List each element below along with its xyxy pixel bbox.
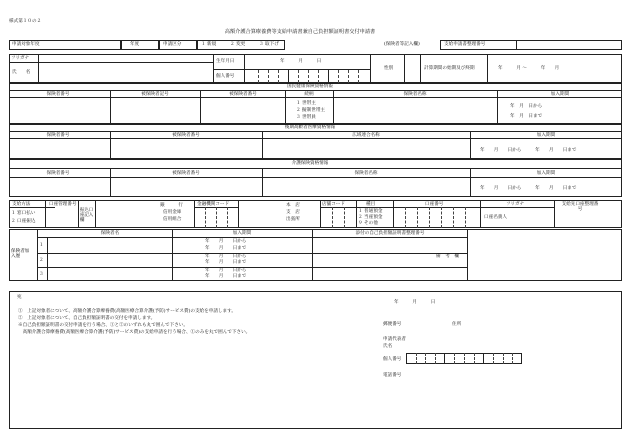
footer-line4: 高額介護合算療養費(高額医療合算介護(予防)サービス費)の支給申請を行う場合、①のみを丸で囲んで下さい。: [18, 330, 251, 335]
kaigo-range[interactable]: 年 月 日から 年 月 日まで: [480, 186, 577, 191]
kokuho-col-5: 保険者名称: [403, 92, 427, 97]
insured-r3-to[interactable]: 年 月 日まで: [205, 274, 247, 279]
koki-col-3: 広域連合名称: [352, 133, 380, 138]
footer-date[interactable]: 年 月 日: [394, 300, 436, 305]
nendo-label: 年度: [130, 42, 140, 47]
insured-r1-to[interactable]: 年 月 日まで: [205, 246, 247, 251]
kokuho-to[interactable]: 年 月 日まで: [510, 114, 543, 119]
insured-col-2: 加入期間: [232, 231, 252, 236]
koki-col-4: 加入期間: [536, 133, 556, 138]
kubun-label: 申請区分: [163, 42, 182, 47]
kaigo-header: 介護保険資格情報: [291, 161, 329, 166]
pay-kanri: 口座管理番号: [49, 202, 77, 207]
pay-shiten: 支 店: [286, 210, 300, 215]
insured-r2-to[interactable]: 年 月 日まで: [205, 260, 247, 265]
kokuho-from[interactable]: 年 月 日から: [510, 104, 543, 109]
kokuho-col-3: 被保険者番号: [229, 92, 257, 97]
koki-col-2: 被保険者番号: [172, 133, 200, 138]
insured-col-3: 添付の自己負担額証明書整理番号: [355, 231, 425, 236]
birth-label: 生年月日: [216, 59, 235, 64]
pay-s3[interactable]: ９ その他: [358, 221, 378, 226]
kaigo-col-1: 保険者番号: [46, 171, 70, 176]
kokuho-rel-2[interactable]: ２ 擬制世帯主: [296, 108, 326, 113]
pay-shutchojo: 出張所: [286, 217, 300, 222]
kokuho-rel-1[interactable]: １ 世帯主: [296, 101, 316, 106]
kokuho-col-6: 加入期間: [550, 92, 570, 97]
kokuho-col-1: 保険者番号: [46, 92, 70, 97]
furigana-label: フリガナ: [11, 56, 30, 61]
applicant-label: 申請代表者: [383, 337, 406, 342]
koki-range[interactable]: 年 月 日から 年 月 日まで: [480, 148, 577, 153]
insured-r1-from[interactable]: 年 月 日から: [205, 239, 247, 244]
pay-shumoku: 種目: [366, 202, 376, 207]
insured-r2-from[interactable]: 年 月 日から: [205, 254, 247, 259]
pay-shinkin: 信用金庫: [163, 210, 182, 215]
insured-side-label: 保険者加入歴: [11, 249, 30, 259]
pay-kikan-code: 金融機関コード: [197, 202, 230, 207]
postal-label: 郵便番号: [383, 322, 402, 327]
kojin-label: 個人番号: [216, 74, 235, 79]
kokuho-col-2: 被保険者記号: [141, 92, 169, 97]
kokuho-header: 国民健康保険資格情報: [287, 84, 333, 89]
pay-bank: 銀 行: [160, 203, 183, 208]
kokuho-rel-3[interactable]: ３ 世帯員: [296, 115, 316, 120]
pay-honten: 本 店: [286, 203, 300, 208]
sex-label: 性別: [384, 66, 394, 71]
pay-furigana: フリガナ: [506, 202, 525, 207]
footer-kojin-label: 個人番号: [383, 357, 402, 362]
birth-value[interactable]: 年 月 日: [280, 59, 322, 64]
koki-col-1: 保険者番号: [46, 133, 70, 138]
biko-label: 備 考 欄: [436, 254, 459, 259]
form-number: 様式第１０の２: [9, 19, 42, 24]
pay-furikomi: 振込口座記入欄: [80, 208, 94, 223]
footer-line2: ② 上記対象者について、自己負担額証明書の交付を申請します。: [18, 316, 156, 321]
phone-label: 電話番号: [383, 373, 402, 378]
calc-period-label: 計算期間の始期及び終期: [424, 66, 475, 71]
address-label: 住所: [452, 322, 462, 327]
applicant-name-label: 氏名: [383, 344, 393, 349]
pay-tenpo-code: 店舗コード: [322, 202, 345, 207]
office-note: (保険者等記入欄): [384, 42, 420, 47]
period-label: 申請対象年度: [12, 42, 40, 47]
kubun-opt-2[interactable]: ２ 変更: [230, 42, 246, 47]
pay-account-no: 口座番号: [425, 202, 444, 207]
insured-col-1: 保険者名: [100, 231, 120, 236]
pay-shikyu-label: 支給先口座整理番号: [561, 202, 599, 212]
insured-row-3: ３: [39, 272, 44, 277]
pay-s2[interactable]: ２ 当座預金: [358, 215, 383, 220]
footer-line1: ① 上記対象者について、高額介護合算療養費(高額医療合算介護(予防)サービス費)の支給を申請します。: [18, 309, 236, 314]
calc-period-value[interactable]: 年 月 ～ 年 月: [498, 66, 560, 71]
pay-method: 支給方法: [12, 202, 31, 207]
kokuho-col-4: 続柄: [304, 92, 314, 97]
kaigo-col-4: 加入期間: [536, 171, 556, 176]
insured-r3-from[interactable]: 年 月 日から: [205, 268, 247, 273]
form-title: 高額介護合算療養費等支給申請書兼自己負担額証明書交付申請書: [224, 29, 376, 35]
koki-header: 後期高齢者医療資格情報: [284, 125, 336, 130]
pay-s1[interactable]: １ 普通預金: [358, 209, 383, 214]
pay-opt-2[interactable]: ２ 口座振込: [11, 219, 36, 224]
seiri-label: 支給申請書整理番号: [444, 42, 486, 47]
kaigo-col-3: 保険者名称: [354, 171, 378, 176]
kubun-opt-3[interactable]: ３ 取下げ: [259, 42, 279, 47]
pay-meigi: 口座名義人: [484, 215, 507, 220]
nendo-box[interactable]: [121, 40, 159, 50]
addressee: 宛: [17, 295, 22, 300]
kubun-opt-1[interactable]: １ 新規: [201, 42, 217, 47]
footer-line3: ※自己負担額証明書の交付申請を行う場合、①と②のいずれも丸で囲んで下さい。: [18, 323, 188, 328]
pay-opt-1[interactable]: １ 窓口払い: [11, 211, 36, 216]
name-label: 氏 名: [12, 70, 31, 75]
insured-row-1: １: [39, 243, 44, 248]
pay-shinkumi: 信用組合: [163, 217, 182, 222]
insured-row-2: ２: [39, 258, 44, 263]
kaigo-col-2: 被保険者番号: [172, 171, 200, 176]
payment-block: [9, 200, 622, 228]
